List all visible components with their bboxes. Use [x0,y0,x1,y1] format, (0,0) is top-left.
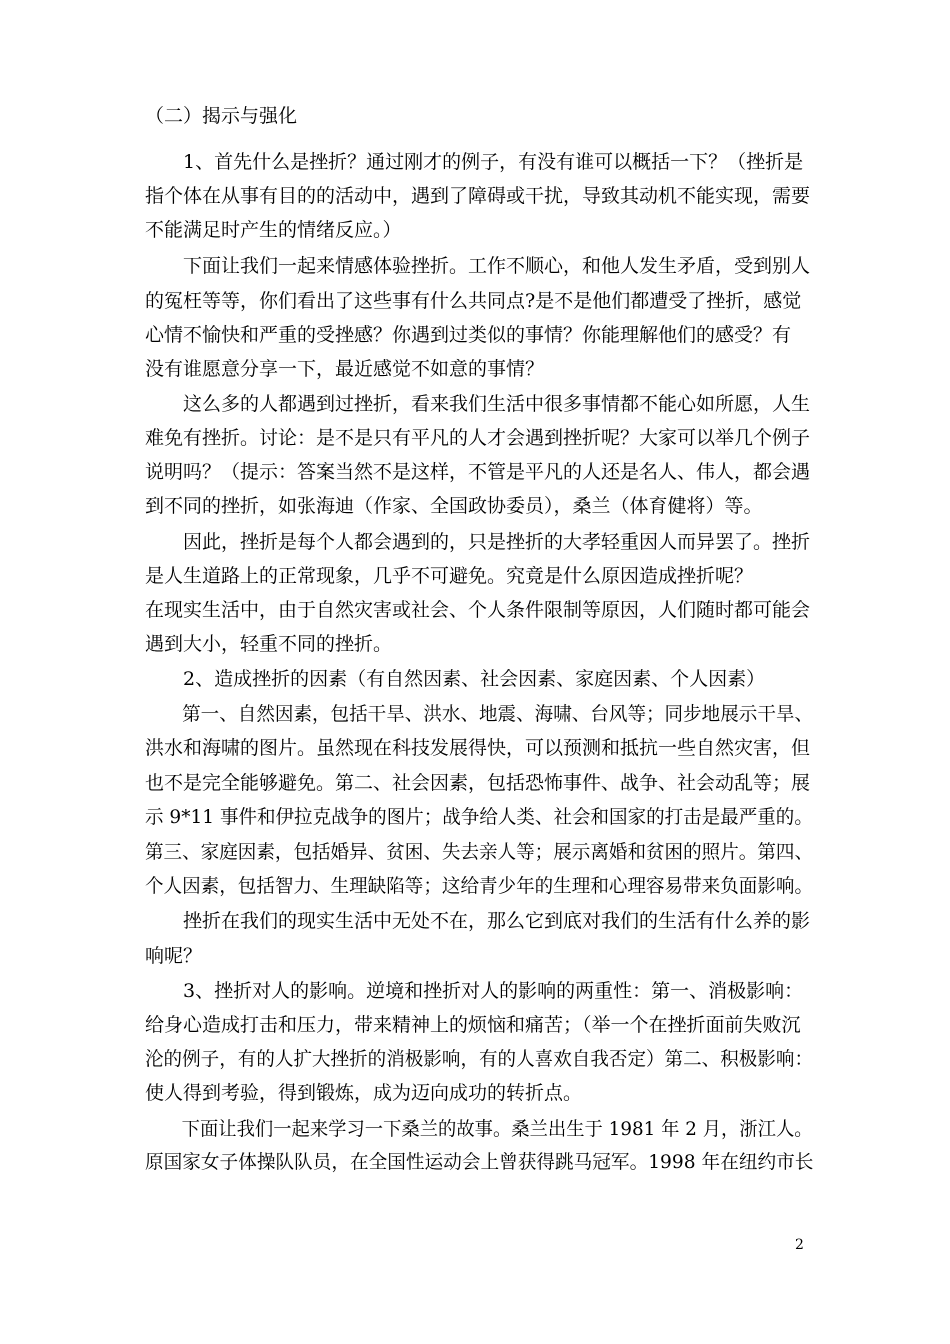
text-line: 因此，挫折是每个人都会遇到的，只是挫折的大孝轻重因人而异罢了。挫折 [145,531,811,553]
text-line: 下面让我们一起来情感体验挫折。工作不顺心，和他人发生矛盾，受到别人 [145,255,811,277]
text-line: 给身心造成打击和压力，带来精神上的烦恼和痛苦；（举一个在挫折面前失败沉 [145,1014,801,1036]
text-line: 遇到大小，轻重不同的挫折。 [145,633,393,655]
text-line: 3、挫折对人的影响。逆境和挫折对人的影响的两重性：第一、消极影响： [145,980,804,1002]
text-line: 心情不愉快和严重的受挫感？你遇到过类似的事情？你能理解他们的感受？有 [145,324,792,346]
text-line: 挫折在我们的现实生活中无处不在，那么它到底对我们的生活有什么养的影 [145,910,811,932]
text-line: 响呢？ [145,945,203,967]
text-line: 难免有挫折。讨论：是不是只有平凡的人才会遇到挫折呢？大家可以举几个例子 [145,427,811,449]
text-line: 到不同的挫折，如张海迪（作家、全国政协委员），桑兰（体育健将）等。 [145,495,763,517]
text-line: 指个体在从事有目的的活动中，遇到了障碍或干扰，导致其动机不能实现，需要 [145,185,811,207]
text-line: 第三、家庭因素，包括婚异、贫困、失去亲人等；展示离婚和贫困的照片。第四、 [145,841,814,863]
text-line: 也不是完全能够避免。第二、社会因素，包括恐怖事件、战争、社会动乱等；展 [145,772,811,794]
text-line: 在现实生活中，由于自然灾害或社会、个人条件限制等原因，人们随时都可能会 [145,599,811,621]
text-line: 是人生道路上的正常现象，几乎不可避免。究竟是什么原因造成挫折呢？ [145,565,754,587]
text-line: 不能满足时产生的情绪反应。） [145,219,402,241]
text-line: 洪水和海啸的图片。虽然现在科技发展得快，可以预测和抵抗一些自然灾害，但 [145,737,811,759]
text-line: 使人得到考验，得到锻炼，成为迈向成功的转折点。 [145,1082,583,1104]
text-line: 个人因素，包括智力、生理缺陷等；这给青少年的生理和心理容易带来负面影响。 [145,875,814,897]
text-line: 第一、自然因素，包括干旱、洪水、地震、海啸、台风等；同步地展示干旱、 [145,703,814,725]
page-number: 2 [795,1237,804,1253]
text-line: 的冤枉等等，你们看出了这些事有什么共同点?是不是他们都遭受了挫折，感觉 [145,290,802,312]
text-line: 没有谁愿意分享一下，最近感觉不如意的事情？ [145,358,545,380]
section-heading: （二）揭示与强化 [145,105,298,127]
text-line: 1、首先什么是挫折？通过刚才的例子，有没有谁可以概括一下？（挫折是 [145,151,804,173]
text-line: 说明吗？（提示：答案当然不是这样，不管是平凡的人还是名人、伟人，都会遇 [145,461,811,483]
text-line: 沦的例子，有的人扩大挫折的消极影响，有的人喜欢自我否定）第二、积极影响： [145,1048,814,1070]
text-line: 下面让我们一起来学习一下桑兰的故事。桑兰出生于 1981 年 2 月，浙江人。 [145,1118,813,1140]
text-line: 原国家女子体操队队员，在全国性运动会上曾获得跳马冠军。1998 年在纽约市长 [145,1151,814,1173]
text-line: 示 9*11 事件和伊拉克战争的图片；战争给人类、社会和国家的打击是最严重的。 [145,806,813,828]
text-line: 这么多的人都遇到过挫折，看来我们生活中很多事情都不能心如所愿，人生 [145,393,811,415]
text-line: 2、造成挫折的因素（有自然因素、社会因素、家庭因素、个人因素） [145,668,766,690]
